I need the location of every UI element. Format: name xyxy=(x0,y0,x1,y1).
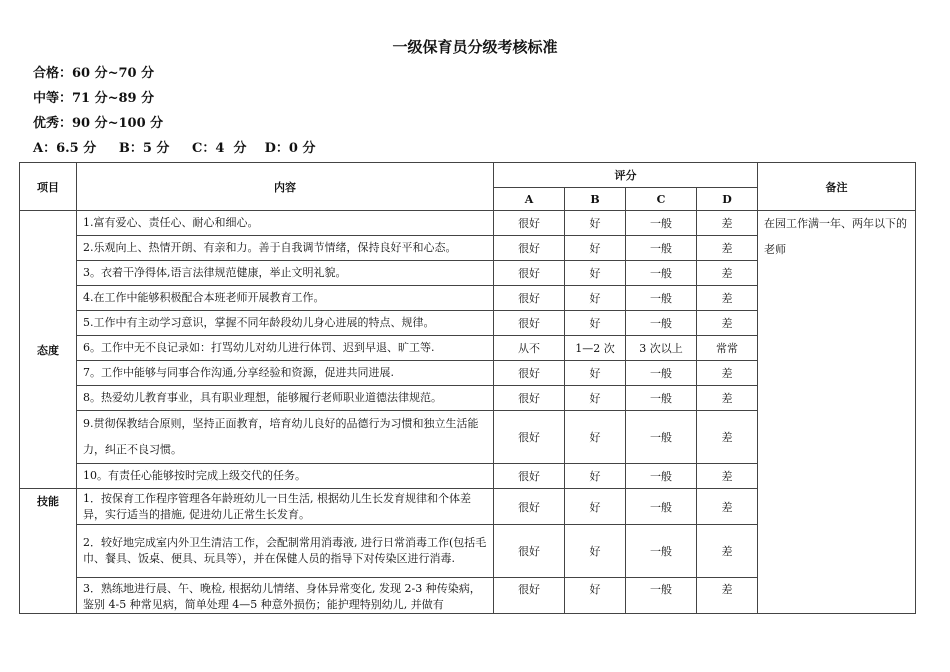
header-d: D xyxy=(697,188,758,211)
rating-d: 差 xyxy=(697,286,758,311)
header-item: 项目 xyxy=(20,163,77,211)
rating-c: 一般 xyxy=(626,411,697,464)
header-note: 备注 xyxy=(758,163,916,211)
grade-medium: 中等：71 分~89 分 xyxy=(33,91,155,106)
row-content: 4.在工作中能够积极配合本班老师开展教育工作。 xyxy=(77,286,494,311)
row-content: 2.乐观向上、热情开朗、有亲和力。善于自我调节情绪，保持良好平和心态。 xyxy=(77,236,494,261)
rating-d: 差 xyxy=(697,489,758,525)
rating-c: 3 次以上 xyxy=(626,336,697,361)
rating-d: 差 xyxy=(697,386,758,411)
row-content: 2．较好地完成室内外卫生清洁工作，会配制常用消毒液, 进行日常消毒工作(包括毛巾、餐具、饭桌、便具、玩具等），并在保健人员的指导下对传染区进行消毒. xyxy=(77,525,494,578)
rating-b: 好 xyxy=(565,361,626,386)
rating-a: 很好 xyxy=(494,361,565,386)
rating-a: 很好 xyxy=(494,464,565,489)
note-cell: 在园工作满一年、两年以下的老师 xyxy=(758,211,916,614)
rating-d: 差 xyxy=(697,525,758,578)
row-content: 8。热爱幼儿教育事业，具有职业理想，能够履行老师职业道德法律规范。 xyxy=(77,386,494,411)
rating-d: 差 xyxy=(697,361,758,386)
grade-excellent: 优秀：90 分~100 分 xyxy=(33,116,164,131)
header-content: 内容 xyxy=(77,163,494,211)
rating-b: 1—2 次 xyxy=(565,336,626,361)
rating-d: 差 xyxy=(697,236,758,261)
rating-b: 好 xyxy=(565,211,626,236)
rating-d: 差 xyxy=(697,211,758,236)
rating-d: 差 xyxy=(697,464,758,489)
grade-pass: 合格：60 分~70 分 xyxy=(33,66,155,81)
header-b: B xyxy=(565,188,626,211)
rating-b: 好 xyxy=(565,464,626,489)
rating-c: 一般 xyxy=(626,261,697,286)
rating-b: 好 xyxy=(565,489,626,525)
rating-a: 很好 xyxy=(494,525,565,578)
row-content: 1.富有爱心、责任心、耐心和细心。 xyxy=(77,211,494,236)
rating-b: 好 xyxy=(565,525,626,578)
rating-c: 一般 xyxy=(626,489,697,525)
rating-b: 好 xyxy=(565,286,626,311)
rating-a: 很好 xyxy=(494,286,565,311)
rating-b: 好 xyxy=(565,386,626,411)
rating-b: 好 xyxy=(565,311,626,336)
row-content: 10。有责任心能够按时完成上级交代的任务。 xyxy=(77,464,494,489)
rating-a: 很好 xyxy=(494,386,565,411)
rating-b: 好 xyxy=(565,236,626,261)
header-a: A xyxy=(494,188,565,211)
rating-a: 很好 xyxy=(494,311,565,336)
table-row xyxy=(20,211,916,236)
row-content: 1．按保育工作程序管理各年龄班幼儿一日生活, 根据幼儿生长发育规律和个体差异，实行适当的措施, 促进幼儿正常生长发育。 xyxy=(77,489,494,525)
rating-c: 一般 xyxy=(626,386,697,411)
row-content: 3．熟练地进行晨、午、晚检, 根据幼儿情绪、身体异常变化, 发现 2-3 种传染病，鉴别 4-5 种常见病，简单处理 4—5 种意外损伤；能护理特别幼儿, 并做有 xyxy=(77,578,494,614)
rating-c: 一般 xyxy=(626,236,697,261)
row-content: 5.工作中有主动学习意识，掌握不同年龄段幼儿身心进展的特点、规律。 xyxy=(77,311,494,336)
row-content: 9.贯彻保教结合原则，坚持正面教育，培育幼儿良好的品德行为习惯和独立生活能力，纠正不良习惯。 xyxy=(77,411,494,464)
rating-a: 从不 xyxy=(494,336,565,361)
rating-d: 差 xyxy=(697,311,758,336)
rating-d: 差 xyxy=(697,261,758,286)
rating-a: 很好 xyxy=(494,211,565,236)
row-content: 6。工作中无不良记录如：打骂幼儿对幼儿进行体罚、迟到早退、旷工等. xyxy=(77,336,494,361)
row-content: 3。衣着干净得体,语言法律规范健康，举止文明礼貌。 xyxy=(77,261,494,286)
rating-c: 一般 xyxy=(626,311,697,336)
rating-c: 一般 xyxy=(626,211,697,236)
rating-a: 很好 xyxy=(494,411,565,464)
category-attitude: 态度 xyxy=(20,211,77,489)
rating-c: 一般 xyxy=(626,361,697,386)
rating-a: 很好 xyxy=(494,236,565,261)
rating-a: 很好 xyxy=(494,578,565,614)
rating-c: 一般 xyxy=(626,286,697,311)
rating-d: 常常 xyxy=(697,336,758,361)
rating-d: 差 xyxy=(697,411,758,464)
header-c: C xyxy=(626,188,697,211)
header-rating: 评分 xyxy=(494,163,758,188)
rating-b: 好 xyxy=(565,411,626,464)
rating-c: 一般 xyxy=(626,578,697,614)
rating-a: 很好 xyxy=(494,489,565,525)
rating-b: 好 xyxy=(565,261,626,286)
rating-c: 一般 xyxy=(626,525,697,578)
rating-a: 很好 xyxy=(494,261,565,286)
rating-d: 差 xyxy=(697,578,758,614)
rating-c: 一般 xyxy=(626,464,697,489)
table-header-row xyxy=(20,163,916,188)
row-content: 7。工作中能够与同事合作沟通,分享经验和资源，促进共同进展. xyxy=(77,361,494,386)
page-title: 一级保育员分级考核标准 xyxy=(392,38,558,56)
assessment-table xyxy=(19,162,916,614)
rating-b: 好 xyxy=(565,578,626,614)
grade-scores: A：6.5 分 B：5 分 C：4 分 D：0 分 xyxy=(33,141,316,156)
category-skill: 技能 xyxy=(20,489,77,614)
